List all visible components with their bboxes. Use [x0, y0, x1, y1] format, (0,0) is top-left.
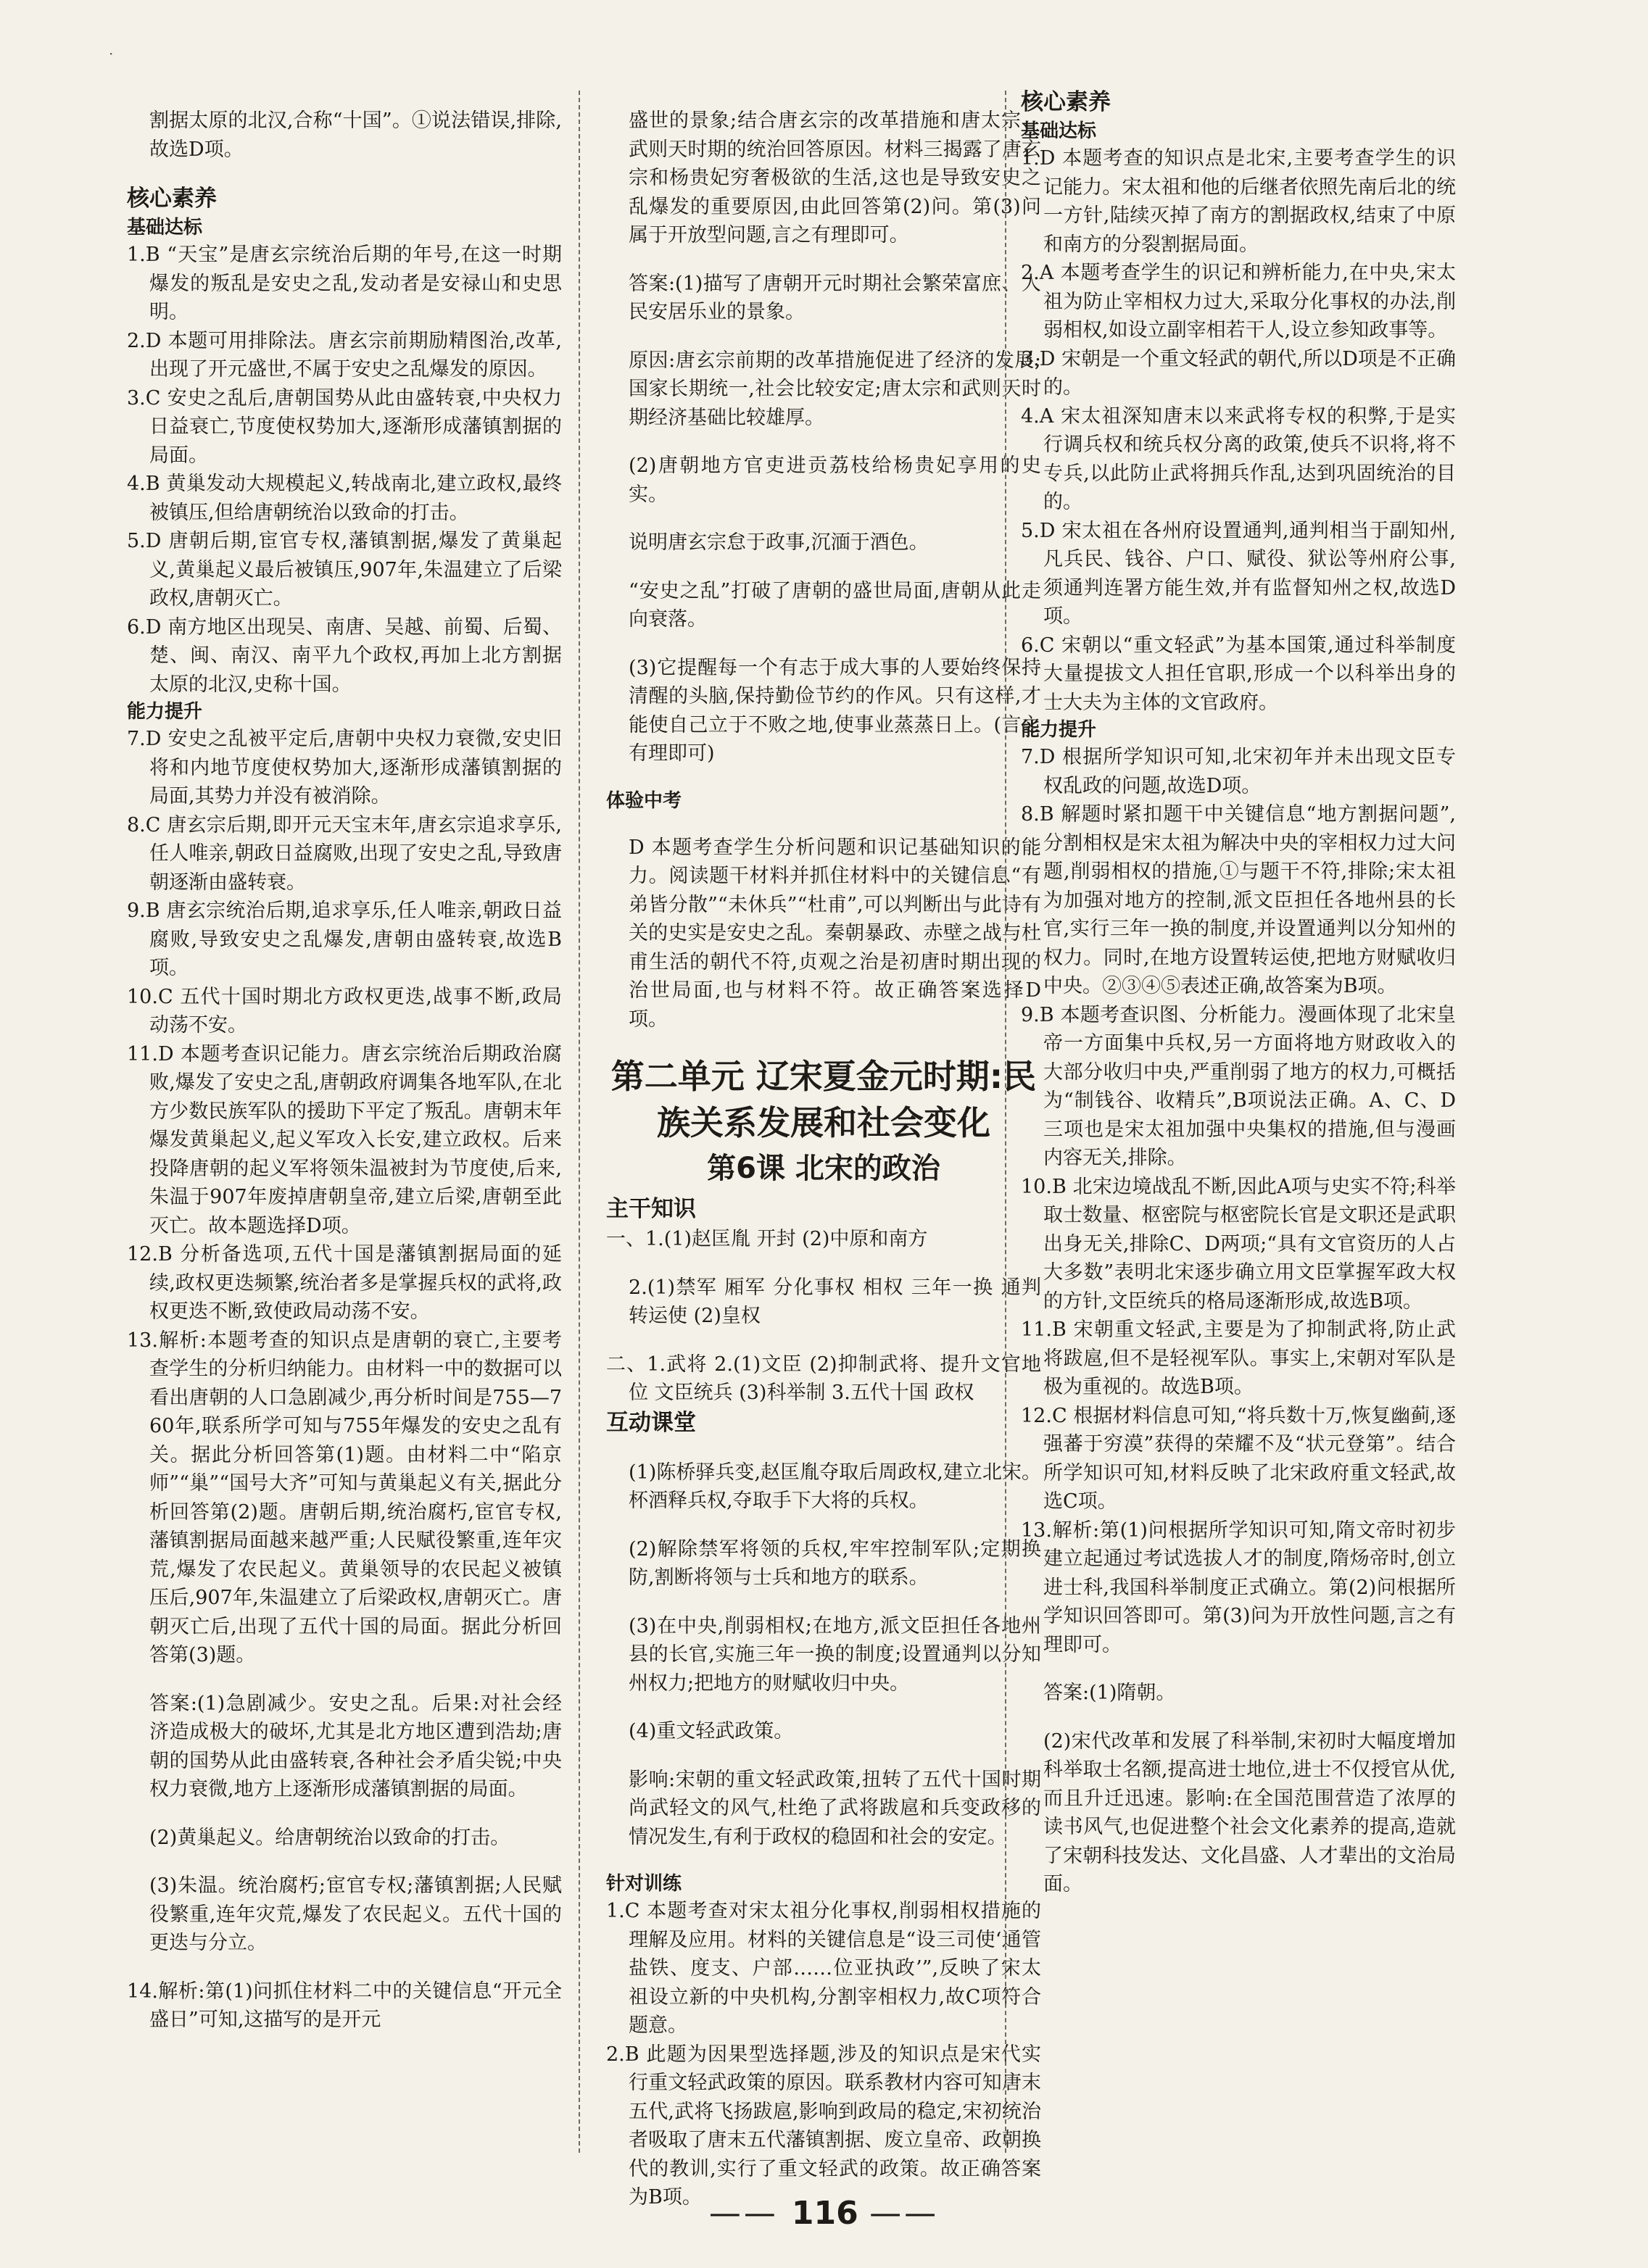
paragraph: 割据太原的北汉,合称“十国”。①说法错误,排除,故选D项。	[149, 109, 562, 161]
lesson-title: 第6课 北宋的政治	[707, 1152, 940, 1185]
answer-item: 4.B 黄巢发动大规模起义,转战南北,建立政权,最终被镇压,但给唐朝统治以致命的打击。	[127, 473, 562, 524]
answer-item: 7.D 根据所学知识可知,北宋初年并未出现文臣专权乱政的问题,故选D项。	[1021, 746, 1456, 797]
paragraph: (1)陈桥驿兵变,赵匡胤夺取后周政权,建立北宋。杯酒释兵权,夺取手下大将的兵权。	[629, 1461, 1041, 1512]
subsection-heading: 基础达标	[1021, 120, 1097, 142]
paragraph: (2)宋代改革和发展了科举制,宋初时大幅度增加科举取士名额,提高进士地位,进士不仅授官从优,而且升迁迅速。影响:在全国范围营造了浓厚的读书风气,也促进整个社会文化素养的提高,造就了宋朝科技发达、文化昌盛、人才辈出的文治局面。	[1043, 1729, 1456, 1895]
paragraph: (2)唐朝地方官吏进贡荔枝给杨贵妃享用的史实。	[629, 454, 1041, 506]
answer-item: 1.B “天宝”是唐玄宗统治后期的年号,在这一时期爆发的叛乱是安史之乱,发动者是安禄山和史思明。	[127, 244, 562, 323]
answer-item: 7.D 安史之乱被平定后,唐朝中央权力衰微,安史旧将和内地节度使权势加大,逐渐形成藩镇割据的局面,其势力并没有被消除。	[127, 728, 562, 807]
column-left	[127, 87, 562, 2160]
paragraph: 答案:(1)急剧减少。安史之乱。后果:对社会经济造成极大的破坏,尤其是北方地区遭到浩劫;唐朝的国势从此由盛转衰,各种社会矛盾尖锐;中央权力衰微,地方上逐渐形成藩镇割据的局面。	[149, 1692, 562, 1800]
paragraph: (3)朱温。统治腐朽;宦官专权;藩镇割据;人民赋役繁重,连年灾荒,爆发了农民起义。五代十国的更迭与分立。	[149, 1874, 562, 1954]
answer-item: 14.解析:第(1)问抓住材料二中的关键信息“开元全盛日”可知,这描写的是开元	[127, 1980, 562, 2031]
page-number-value: 116	[791, 2195, 858, 2232]
paragraph: (2)黄巢起义。给唐朝统治以致命的打击。	[149, 1826, 510, 1849]
answer-item: 6.D 南方地区出现吴、南唐、吴越、前蜀、后蜀、楚、闽、南汉、南平九个政权,再加上北方割据太原的北汉,史称十国。	[127, 615, 562, 696]
answer-item: 9.B 本题考查识图、分析能力。漫画体现了北宋皇帝一方面集中兵权,另一方面将地方财政收入的大部分收归中央,严重削弱了地方的权力,可概括为“制钱谷、收精兵”,B项说法正确。A、C、D三项也是宋太祖加强中央集权的措施,但与漫画内容无关,排除。	[1021, 1003, 1456, 1169]
answer-item: 4.A 宋太祖深知唐末以来武将专权的积弊,于是实行调兵权和统兵权分离的政策,使兵不识将,将不专兵,以此防止武将拥兵作乱,达到巩固统治的目的。	[1021, 404, 1456, 513]
column-divider	[579, 91, 580, 2153]
answer-item: 3.D 宋朝是一个重文轻武的朝代,所以D项是不正确的。	[1021, 347, 1456, 399]
answer-item: 10.C 五代十国时期北方政权更迭,战事不断,政局动荡不安。	[127, 985, 562, 1037]
paragraph: (4)重文轻武政策。	[629, 1720, 794, 1742]
answer-item: 一、1.(1)赵匡胤 开封 (2)中原和南方	[606, 1228, 928, 1250]
answer-item: 5.D 唐朝后期,宦官专权,藩镇割据,爆发了黄巢起义,黄巢起义最后被镇压,907年,朱温建立了后梁政权,唐朝灭亡。	[127, 530, 562, 610]
section-heading: 互动课堂	[606, 1409, 696, 1436]
page-number-dash: ——	[869, 2195, 940, 2232]
subsection-heading: 针对训练	[606, 1873, 682, 1895]
paragraph: 说明唐玄宗怠于政事,沉湎于酒色。	[629, 531, 929, 554]
subsection-heading: 基础达标	[127, 217, 203, 238]
paragraph: 原因:唐玄宗前期的改革措施促进了经济的发展;国家长期统一,社会比较安定;唐太宗和武则天时期经济基础比较雄厚。	[629, 349, 1041, 429]
unit-title: 第二单元 辽宋夏金元时期:民族关系发展和社会变化	[610, 1057, 1037, 1142]
page-number	[0, 2195, 1648, 2232]
answer-item: 1.D 本题考查的知识点是北宋,主要考查学生的识记能力。宋太祖和他的后继者依照先南后北的统一方针,陆续灭掉了南方的割据政权,结束了中原和南方的分裂割据局面。	[1021, 147, 1456, 256]
answer-item: 8.B 解题时紧扣题干中关键信息“地方割据问题”,分割相权是宋太祖为解决中央的宰相权力过大问题,削弱相权的措施,①与题干不符,排除;宋太祖为加强对地方的控制,派文臣担任各地州县的长官,实行三年一换的制度,并设置通判以分知州的权力。同时,在地方设置转运使,把地方财赋收归中央。②③④⑤表述正确,故答案为B项。	[1021, 803, 1456, 997]
answer-item: 12.B 分析备选项,五代十国是藩镇割据局面的延续,政权更迭频繁,统治者多是掌握兵权的武将,政权更迭不断,致使政局动荡不安。	[127, 1243, 562, 1323]
paragraph: “安史之乱”打破了唐朝的盛世局面,唐朝从此走向衰落。	[629, 579, 1041, 631]
section-heading: 主干知识	[606, 1196, 696, 1222]
paragraph: 答案:(1)隋朝。	[1043, 1682, 1176, 1704]
section-heading: 核心素养	[1021, 89, 1111, 115]
paragraph: (2)解除禁军将领的兵权,牢牢控制军队;定期换防,割断将领与士兵和地方的联系。	[629, 1537, 1041, 1589]
paragraph: (3)在中央,削弱相权;在地方,派文臣担任各地州县的长官,实施三年一换的制度;设置通判以分知州权力;把地方的财赋收归中央。	[629, 1614, 1041, 1695]
answer-item: 12.C 根据材料信息可知,“将兵数十万,恢复幽蓟,逐强蕃于穷漠”获得的荣耀不及“状元登第”。结合所学知识可知,材料反映了北宋政府重文轻武,故选C项。	[1021, 1404, 1456, 1513]
column-divider	[1005, 91, 1006, 2153]
answer-item: 3.C 安史之乱后,唐朝国势从此由盛转衰,中央权力日益衰亡,节度使权势加大,逐渐形成藩镇割据的局面。	[127, 386, 562, 467]
answer-item: 二、1.武将 2.(1)文臣 (2)抑制武将、提升文官地位 文臣统兵 (3)科举制 3.五代十国 政权	[606, 1353, 1041, 1404]
answer-item: 9.B 唐玄宗统治后期,追求享乐,任人唯亲,朝政日益腐败,导致安史之乱爆发,唐朝由盛转衰,故选B项。	[127, 900, 562, 979]
answer-item: 2.B 此题为因果型选择题,涉及的知识点是宋代实行重文轻武政策的原因。联系教材内容可知唐末五代,武将飞扬跋扈,影响到政局的稳定,宋初统治者吸取了唐末五代藩镇割据、废立皇帝、政朝换代的教训,实行了重文轻武的政策。故正确答案为B项。	[606, 2043, 1041, 2209]
answer-item: 13.解析:第(1)问根据所学知识可知,隋文帝时初步建立起通过考试选拔人才的制度,隋炀帝时,创立进士科,我国科举制度正式确立。第(2)问根据所学知识回答即可。第(3)问为开放性问题,言之有理即可。	[1021, 1519, 1456, 1656]
section-heading: 核心素养	[127, 186, 217, 212]
subsection-heading: 能力提升	[1021, 719, 1097, 741]
answer-item: 1.C 本题考查对宋太祖分化事权,削弱相权措施的理解及应用。材料的关键信息是“设三司使‘通管盐铁、度支、户部……位亚执政’”,反映了宋太祖设立新的中央机构,分割宰相权力,故C项符合题意。	[606, 1900, 1041, 2037]
paragraph: 影响:宋朝的重文轻武政策,扭转了五代十国时期尚武轻文的风气,杜绝了武将跋扈和兵变政移的情况发生,有利于政权的稳固和社会的安定。	[629, 1768, 1041, 1848]
answer-item: 8.C 唐玄宗后期,即开元天宝末年,唐玄宗追求享乐,任人唯亲,朝政日益腐败,出现了安史之乱,导致唐朝逐渐由盛转衰。	[127, 813, 562, 894]
paragraph: 答案:(1)描写了唐朝开元时期社会繁荣富庶、人民安居乐业的景象。	[629, 272, 1041, 323]
answer-item: 2.D 本题可用排除法。唐玄宗前期励精图治,改革,出现了开元盛世,不属于安史之乱爆发的原因。	[127, 329, 562, 381]
page-number-dash: ——	[708, 2195, 792, 2232]
paragraph: 2.(1)禁军 厢军 分化事权 相权 三年一换 通判 转运使 (2)皇权	[629, 1276, 1041, 1327]
answer-item: 11.B 宋朝重文轻武,主要是为了抑制武将,防止武将跋扈,但不是轻视军队。事实上,宋朝对军队是极为重视的。故选B项。	[1021, 1318, 1456, 1398]
answer-item: 13.解析:本题考查的知识点是唐朝的衰亡,主要考查学生的分析归纳能力。由材料一中的数据可以看出唐朝的人口急剧减少,再分析时间是755—760年,联系所学可知与755年爆发的安史之乱有关。据此分析回答第(1)题。由材料二中“陷京师”“巢”“国号大齐”可知与黄巢起义有关,据此分析回答第(2)题。唐朝后期,统治腐朽,宦官专权,藩镇割据局面越来越严重;人民赋役繁重,连年灾荒,爆发了农民起义。黄巢领导的农民起义被镇压后,907年,朱温建立了后梁政权,唐朝灭亡。唐朝灭亡后,出现了五代十国的局面。据此分析回答第(3)题。	[127, 1329, 562, 1666]
answer-item: 5.D 宋太祖在各州府设置通判,通判相当于副知州,凡兵民、钱谷、户口、赋役、狱讼等州府公事,须通判连署方能生效,并有监督知州之权,故选D项。	[1021, 519, 1456, 628]
paragraph: D 本题考查学生分析问题和识记基础知识的能力。阅读题干材料并抓住材料中的关键信息“有弟皆分散”“未休兵”“杜甫”,可以判断出与此诗有关的史实是安史之乱。秦朝暴政、赤壁之战与杜甫生活的朝代不符,贞观之治是初唐时期出现的治世局面,也与材料不符。故正确答案选择D项。	[629, 836, 1041, 1031]
answer-item: 6.C 宋朝以“重文轻武”为基本国策,通过科举制度大量提拔文人担任官职,形成一个以科举出身的士大夫为主体的文官政府。	[1021, 634, 1456, 714]
column-right	[1021, 87, 1456, 2160]
subsection-heading: 体验中考	[606, 789, 682, 812]
answer-item: 10.B 北宋边境战乱不断,因此A项与史实不符;科举取士数量、枢密院与枢密院长官是文职还是武职出身无关,排除C、D两项;“具有文官资历的人占大多数”表明北宋逐步确立用文臣掌握军政大权的方针,文臣统兵的格局逐渐形成,故选B项。	[1021, 1175, 1456, 1313]
paragraph: (3)它提醒每一个有志于成大事的人要始终保持清醒的头脑,保持勤俭节约的作风。只有这样,才能使自己立于不败之地,使事业蒸蒸日上。(言之有理即可)	[629, 656, 1041, 765]
answer-item: 11.D 本题考查识记能力。唐玄宗统治后期政治腐败,爆发了安史之乱,唐朝政府调集各地军队,在北方少数民族军队的援助下平定了叛乱。唐朝末年爆发黄巢起义,起义军攻入长安,建立政权。后来投降唐朝的起义军将领朱温被封为节度使,后来,朱温于907年废掉唐朝皇帝,建立后梁,唐朝至此灭亡。故本题选择D项。	[127, 1042, 562, 1237]
column-middle	[606, 87, 1041, 2209]
paragraph: 盛世的景象;结合唐玄宗的改革措施和唐太宗、武则天时期的统治回答原因。材料三揭露了唐玄宗和杨贵妃穷奢极欲的生活,这也是导致安史之乱爆发的重要原因,由此回答第(2)问。第(3)问属于开放型问题,言之有理即可。	[629, 109, 1041, 246]
scan-speck: ·	[109, 45, 114, 62]
subsection-heading: 能力提升	[127, 701, 203, 723]
answer-item: 2.A 本题考查学生的识记和辨析能力,在中央,宋太祖为防止宰相权力过大,采取分化事权的办法,削弱相权,如设立副宰相若干人,设立参知政事等。	[1021, 262, 1456, 341]
